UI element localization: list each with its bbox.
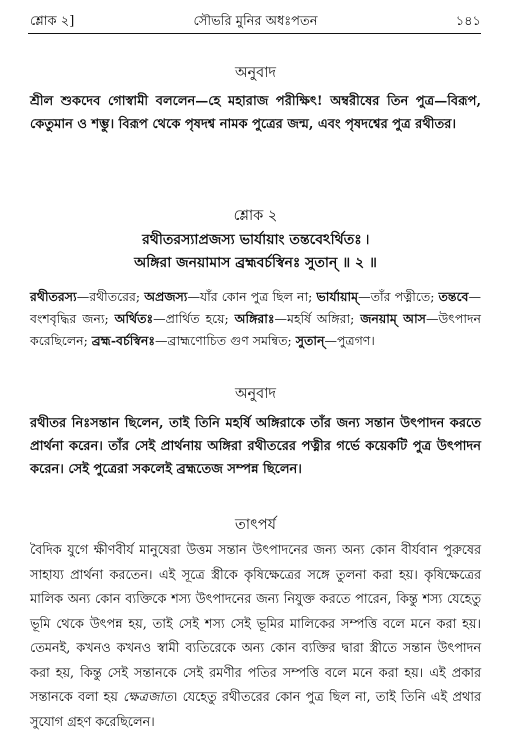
synonyms — [30, 286, 481, 352]
synonym-meaning: —পুত্রগণ। — [324, 333, 375, 348]
verse-heading: শ্লোক ২ — [233, 208, 278, 224]
running-header — [30, 12, 481, 32]
header-rule — [28, 33, 481, 34]
synonym-term: রথীতরস্য — [30, 289, 77, 304]
synonym-term: অপ্রজস্য — [144, 289, 188, 304]
translation-text-2: রথীতর নিঃসন্তান ছিলেন, তাই তিনি মহর্ষি অঙ্গিরাকে তাঁর জন্য সন্তান উৎপাদন করতে প্রার্থনা করেন। তাঁর সেই প্রার্থনায় অঙ্গিরা রথীতরের পত্নীর গর্ভে কয়েকটি পুত্র উৎপাদন করেন। সেই পুত্রেরা সকলেই ব্রহ্মতেজ সম্পন্ন ছিলেন। — [30, 416, 481, 477]
synonym-term: তন্তবে — [438, 289, 469, 304]
purport-text-part-2: । যেহেতু রথীতরের কোন পুত্র ছিল না, তাই তিনি এই প্রথার সুযোগ গ্রহণ করেছিলেন। — [30, 690, 481, 730]
purport-heading: তাৎপর্য — [234, 517, 277, 533]
synonym-meaning: —বংশবৃদ্ধির জন্য; — [30, 289, 482, 326]
purport-text — [30, 539, 481, 735]
translation-heading: অনুবাদ — [234, 65, 277, 81]
synonym-meaning: —তাঁর পত্নীতে; — [358, 289, 439, 304]
synonym-term: জনয়াম্‌ আস — [360, 311, 426, 326]
page-number: ১৪১ — [455, 14, 481, 29]
synonym-term: ব্রহ্ম-বর্চস্বিনঃ — [91, 333, 156, 348]
synonym-meaning: —যাঁর কোন পুত্র ছিল না; — [187, 289, 317, 304]
header-verse-ref: শ্লোক ২] — [30, 14, 75, 29]
translation-heading-2: অনুবাদ — [234, 386, 277, 402]
verse-line-1: রথীতরস্যাপ্রজস্য ভার্যায়াং তন্তবেঽর্থিতঃ ৷ — [142, 232, 369, 248]
header-chapter-title: সৌভরি মুনির অধঃপতন — [193, 14, 318, 29]
synonym-meaning: —মহর্ষি অঙ্গিরা; — [274, 311, 361, 326]
purport-text-part-1: বৈদিক যুগে ক্ষীণবীর্য মানুষেরা উত্তম সন্তান উৎপাদনের জন্য অন্য কোন বীর্যবান পুরুষের সাহায্য প্রার্থনা করতেন। এই সূত্রে স্ত্রীকে কৃষিক্ষেত্রের সঙ্গে তুলনা করা হয়। কৃষিক্ষেত্রের মালিক অন্য কোন ব্যক্তিকে শস্য উৎপাদনের জন্য নিযুক্ত করতে পারেন, কিন্তু শস্য যেহেতু ভূমি থেকে উৎপন্ন হয়, তাই সেই শস্য সেই ভূমির মালিকের সম্পত্তি বলে মনে করা হয়। তেমনই, কখনও কখনও স্বামী ব্যতিরেকে অন্য কোন ব্যক্তির দ্বারা স্ত্রীতে সন্তান উৎপাদন করা হয়, কিন্তু সেই সন্তানকে সেই রমণীর পতির সম্পত্তি বলে মনে করা হয়। এই প্রকার সন্তানকে বলা হয় — [30, 543, 481, 705]
translation-text: শ্রীল শুকদেব গোস্বামী বললেন—হে মহারাজ পরীক্ষিৎ! অম্বরীষের তিন পুত্র—বিরূপ, কেতুমান ও শম্ভু। বিরূপ থেকে পৃষদশ্ব নামক পুত্রের জন্ম, এবং পৃষদশ্বের পুত্র রথীতর। — [30, 94, 481, 132]
synonym-meaning: —রথীতরের; — [76, 289, 145, 304]
synonym-term: অর্থিতঃ — [114, 311, 154, 326]
synonym-term: সুতান্‌ — [295, 333, 325, 348]
synonym-term: ভার্যায়াম্‌ — [316, 289, 359, 304]
verse-line-2: অঙ্গিরা জনয়ামাস ব্রহ্মবর্চস্বিনঃ সুতান্‌ ॥ ২ ॥ — [134, 255, 377, 271]
synonym-meaning: —প্রার্থিত হয়ে; — [153, 311, 235, 326]
synonym-meaning: —ব্রাহ্মণোচিত গুণ সমন্বিত; — [155, 333, 296, 348]
synonym-meaning: —উৎপাদন করেছিলেন; — [30, 311, 481, 348]
purport-italic-term: ক্ষেত্রজাত — [123, 690, 173, 705]
synonym-term: অঙ্গিরাঃ — [234, 311, 275, 326]
